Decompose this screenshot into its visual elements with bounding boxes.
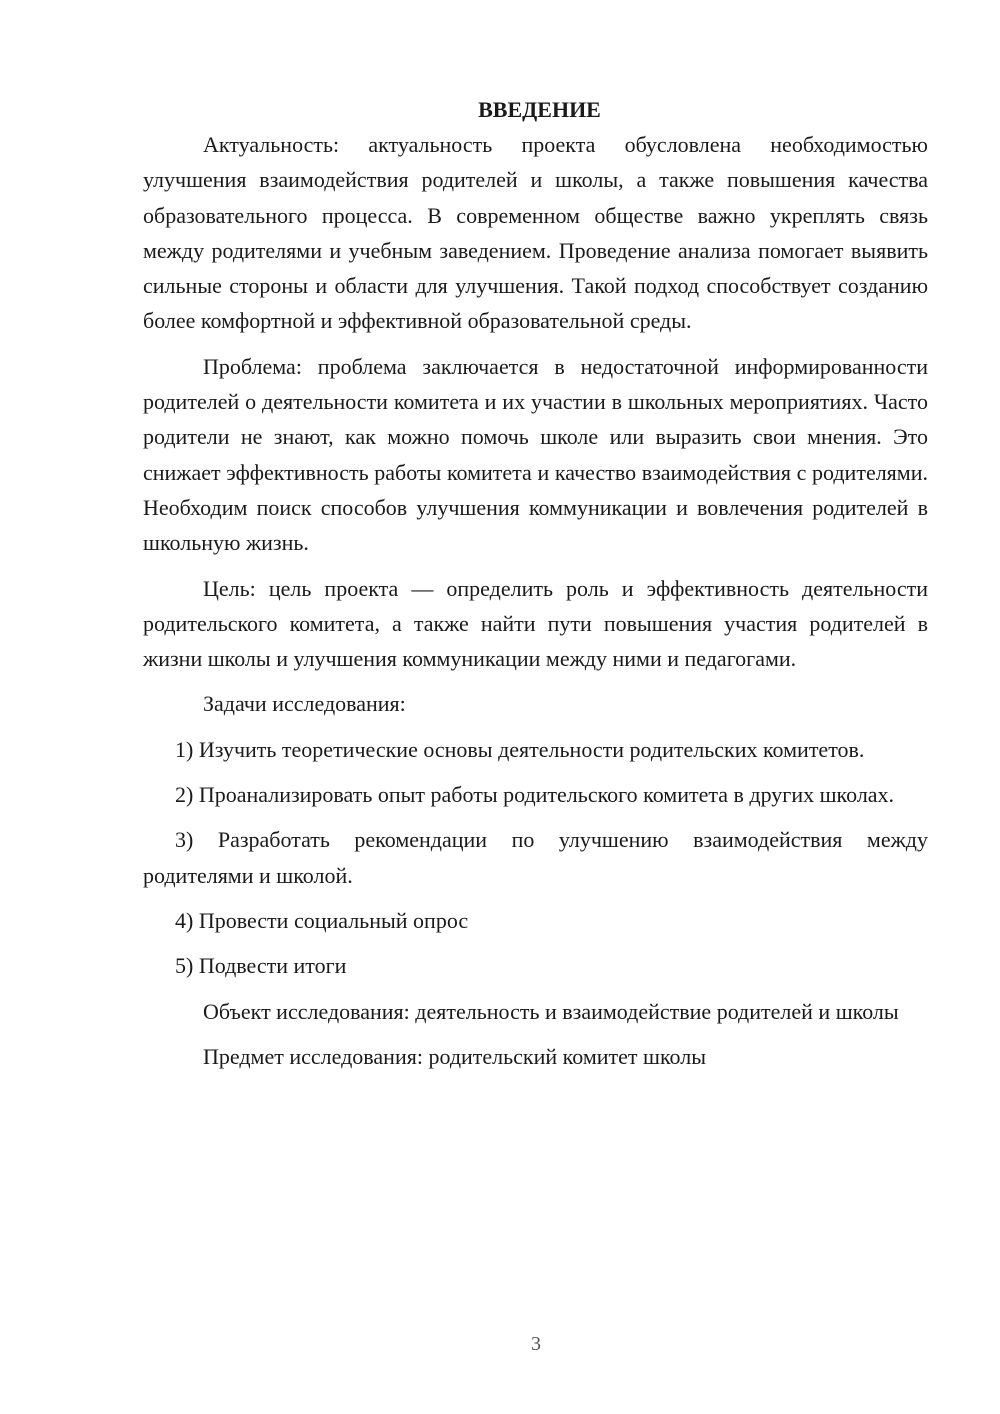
goal-paragraph: Цель: цель проекта — определить роль и эффективность деятельности родительского комитета, а также найти пути повышения участия родителей в жизни школы и улучшения коммуникации между ними и педагогами. [143,575,928,672]
relevance-paragraph: Актуальность: актуальность проекта обусловлена необходимостью улучшения взаимодействия родителей и школы, а также повышения качества образовательного процесса. В современном обществе важно укреплять связь между родителями и учебным заведением. Проведение анализа помогает выявить сильные стороны и области для улучшения. Такой подход способствует созданию более комфортной и эффективной образовательной среды. [143,132,928,334]
task-item-4: 4) Провести социальный опрос [175,907,469,933]
task-item-1: 1) Изучить теоретические основы деятельности родительских комитетов. [175,736,865,762]
tasks-heading: Задачи исследования: [203,691,406,717]
document-page [143,92,928,1084]
task-item-3: 3) Разработать рекомендации по улучшению взаимодействия между родителями и школой. [143,827,928,888]
page-number: 3 [531,1333,541,1355]
research-subject-paragraph: Предмет исследования: родительский комитет школы [203,1043,706,1069]
task-item-2: 2) Проанализировать опыт работы родительского комитета в других школах. [175,782,895,808]
problem-paragraph: Проблема: проблема заключается в недостаточной информированности родителей о деятельности комитета и их участии в школьных мероприятиях. Часто родители не знают, как можно помочь школе или выразить свои мнения. Это снижает эффективность работы комитета и качество взаимодействия с родителями. Необходим поиск способов улучшения коммуникации и вовлечения родителей в школьную жизнь. [143,353,928,556]
research-object-paragraph: Объект исследования: деятельность и взаимодействие родителей и школы [203,998,899,1024]
task-item-5: 5) Подвести итоги [175,953,347,979]
page-title: ВВЕДЕНИЕ [478,97,601,122]
